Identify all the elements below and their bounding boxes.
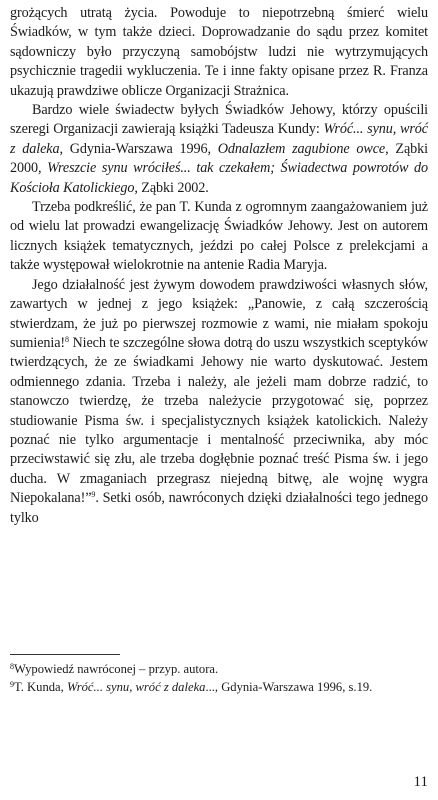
- footnotes: [10, 661, 428, 697]
- footnote-number: 9: [10, 680, 14, 689]
- text-run: grożących utratą życia. Powoduje to niepotrzebną śmierć wielu Świadków, w tym także dzieci. Doprowadzanie do sądu przez komitet sądowniczy było przyczyną samobójstw ludzi nie wytrzymujących psychicznie tragedii wykluczenia. Te i inne fakty opisane przez R. Franza ukazują prawdziwe oblicze Organizacji Strażnica.: [10, 5, 428, 99]
- footnote-text: ..., Gdynia-Warszawa 1996, s.19.: [205, 680, 373, 694]
- italic-title: Odnalazłem zagubione owce: [217, 140, 386, 157]
- footnote-number: 8: [10, 662, 14, 671]
- footnote: [10, 661, 428, 678]
- text-run: Bardzo wiele świadectw byłych Świadków Jehowy, którzy opuścili szeregi Organizacji zawierają książki Tadeusza Kundy:: [10, 102, 428, 138]
- paragraph: [10, 4, 428, 101]
- text-run: Jego działalność jest żywym dowodem prawdziwości własnych słów, zawartych w jednej z jego książek: „Panowie, z całą szczerością stwierdzam, że już po pierwszej rozmowie z wami, nie miałam spokoju sumienia!: [10, 276, 428, 351]
- footnote: [10, 679, 428, 696]
- paragraph: [10, 276, 428, 528]
- text-run: , Ząbki 2000,: [10, 140, 428, 177]
- italic-title: Wreszcie synu wróciłeś... tak czekałem; Świadectwa powrotów do Kościoła Katolickiego: [10, 160, 428, 196]
- paragraph: [10, 101, 428, 198]
- paragraph: [10, 198, 428, 276]
- footnote-italic-title: Wróć... synu, wróć z daleka: [66, 680, 206, 694]
- text-run: , Ząbki 2002.: [134, 179, 209, 196]
- text-run: Trzeba podkreślić, że pan T. Kunda z ogromnym zaangażowaniem już od wielu lat prowadzi ewangelizację Świadków Jehowy. Jest on autorem licznych książek tematycznych, jeździ po całej Polsce z prelekcjami a także występował wielokrotnie na antenie Radia Maryja.: [10, 199, 428, 274]
- text-run: Niech te szczególne słowa dotrą do uszu wszystkich sceptyków twierdzących, że ze świadkami Jehowy nie warto dyskutować. Jestem odmiennego zdania. Trzeba i należy, ale jeżeli mam dobrze radzić, to stanowczo twierdzę, że trzeba należycie przygotować się, poprzez studiowanie Pisma św. i specjalistycznych książek katolickich. Należy poznać nie tylko argumentacje i mentalność przeciwnika, aby móc przeciwstawić się złu, ale trzeba dogłębnie poznać treść Pisma św. i jego ducha. W zmaganiach przegrasz niejedną bitwę, ale wojnę wygra Niepokalana!”: [10, 334, 428, 507]
- text-run: . Setki osób, nawróconych dzięki działalności tego jednego tylko: [10, 490, 428, 526]
- footnote-divider: [10, 654, 120, 655]
- footnote-reference: 8: [65, 334, 69, 344]
- text-run: , Gdynia-Warszawa 1996,: [59, 140, 218, 157]
- footnote-text: T. Kunda,: [14, 680, 67, 694]
- italic-title: Wróć... synu, wróć z daleka: [10, 121, 428, 157]
- book-page: [10, 4, 428, 796]
- footnote-reference: 9: [91, 490, 96, 500]
- footnote-text: Wypowiedź nawróconej – przyp. autora.: [14, 662, 219, 676]
- page-number: 11: [413, 774, 428, 790]
- main-text: [10, 4, 428, 528]
